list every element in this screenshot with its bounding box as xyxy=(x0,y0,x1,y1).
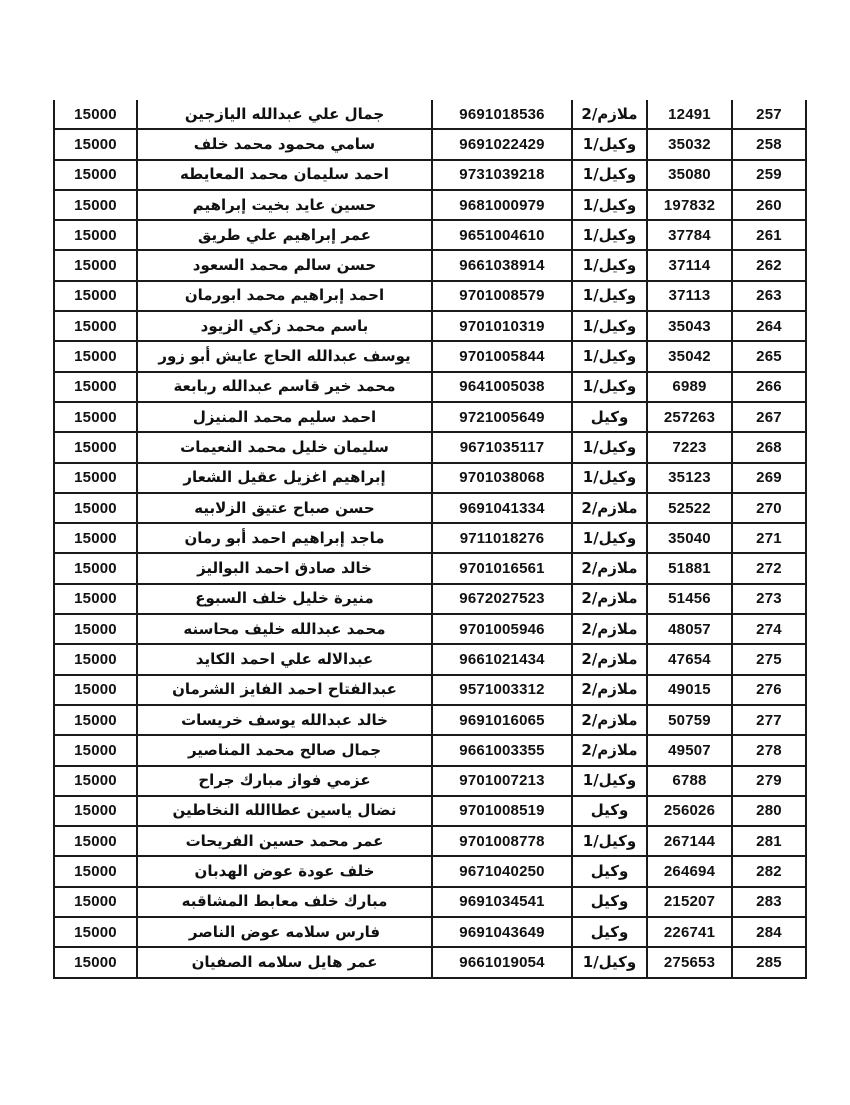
rank-cell: ملازم/2 xyxy=(572,584,647,614)
sequence-number-cell: 270 xyxy=(732,493,806,523)
rank-cell: وكيل xyxy=(572,856,647,886)
amount-cell: 15000 xyxy=(54,705,137,735)
national-id-cell: 9691043649 xyxy=(432,917,572,947)
military-number-cell: 37114 xyxy=(647,250,732,280)
rank-cell: وكيل/1 xyxy=(572,341,647,371)
national-id-cell: 9691022429 xyxy=(432,129,572,159)
name-cell: عمر إبراهيم علي طريق xyxy=(137,220,432,250)
table-row xyxy=(54,917,806,947)
amount-cell: 15000 xyxy=(54,250,137,280)
rank-cell: وكيل/1 xyxy=(572,826,647,856)
national-id-cell: 9701008579 xyxy=(432,281,572,311)
rank-cell: وكيل/1 xyxy=(572,281,647,311)
table-row xyxy=(54,614,806,644)
amount-cell: 15000 xyxy=(54,735,137,765)
name-cell: نضال ياسين عطاالله النخاطين xyxy=(137,796,432,826)
sequence-number-cell: 285 xyxy=(732,947,806,977)
sequence-number-cell: 276 xyxy=(732,675,806,705)
military-number-cell: 52522 xyxy=(647,493,732,523)
military-number-cell: 215207 xyxy=(647,887,732,917)
rank-cell: وكيل/1 xyxy=(572,463,647,493)
national-id-cell: 9731039218 xyxy=(432,160,572,190)
name-cell: فارس سلامه عوض الناصر xyxy=(137,917,432,947)
amount-cell: 15000 xyxy=(54,523,137,553)
roster-table-body xyxy=(54,100,806,978)
national-id-cell: 9691034541 xyxy=(432,887,572,917)
amount-cell: 15000 xyxy=(54,887,137,917)
sequence-number-cell: 266 xyxy=(732,372,806,402)
table-row xyxy=(54,705,806,735)
national-id-cell: 9711018276 xyxy=(432,523,572,553)
amount-cell: 15000 xyxy=(54,129,137,159)
national-id-cell: 9651004610 xyxy=(432,220,572,250)
rank-cell: وكيل/1 xyxy=(572,220,647,250)
national-id-cell: 9691018536 xyxy=(432,100,572,129)
table-row xyxy=(54,523,806,553)
national-id-cell: 9641005038 xyxy=(432,372,572,402)
table-row xyxy=(54,341,806,371)
sequence-number-cell: 257 xyxy=(732,100,806,129)
national-id-cell: 9721005649 xyxy=(432,402,572,432)
military-number-cell: 35040 xyxy=(647,523,732,553)
military-number-cell: 48057 xyxy=(647,614,732,644)
national-id-cell: 9701016561 xyxy=(432,553,572,583)
rank-cell: وكيل xyxy=(572,796,647,826)
rank-cell: وكيل/1 xyxy=(572,766,647,796)
sequence-number-cell: 262 xyxy=(732,250,806,280)
amount-cell: 15000 xyxy=(54,281,137,311)
rank-cell: ملازم/2 xyxy=(572,735,647,765)
military-number-cell: 264694 xyxy=(647,856,732,886)
amount-cell: 15000 xyxy=(54,675,137,705)
name-cell: جمال علي عبدالله اليازجين xyxy=(137,100,432,129)
table-row xyxy=(54,947,806,977)
rank-cell: وكيل/1 xyxy=(572,190,647,220)
military-number-cell: 35043 xyxy=(647,311,732,341)
sequence-number-cell: 275 xyxy=(732,644,806,674)
national-id-cell: 9661019054 xyxy=(432,947,572,977)
table-row xyxy=(54,584,806,614)
amount-cell: 15000 xyxy=(54,796,137,826)
national-id-cell: 9571003312 xyxy=(432,675,572,705)
name-cell: احمد إبراهيم محمد ابورمان xyxy=(137,281,432,311)
national-id-cell: 9701008778 xyxy=(432,826,572,856)
national-id-cell: 9701005946 xyxy=(432,614,572,644)
military-number-cell: 12491 xyxy=(647,100,732,129)
national-id-cell: 9661003355 xyxy=(432,735,572,765)
sequence-number-cell: 273 xyxy=(732,584,806,614)
amount-cell: 15000 xyxy=(54,826,137,856)
table-row xyxy=(54,493,806,523)
amount-cell: 15000 xyxy=(54,614,137,644)
name-cell: حسين عايد بخيت إبراهيم xyxy=(137,190,432,220)
sequence-number-cell: 258 xyxy=(732,129,806,159)
rank-cell: ملازم/2 xyxy=(572,493,647,523)
rank-cell: وكيل xyxy=(572,402,647,432)
military-number-cell: 6788 xyxy=(647,766,732,796)
name-cell: حسن سالم محمد السعود xyxy=(137,250,432,280)
military-number-cell: 51456 xyxy=(647,584,732,614)
name-cell: ماجد إبراهيم احمد أبو رمان xyxy=(137,523,432,553)
military-number-cell: 47654 xyxy=(647,644,732,674)
amount-cell: 15000 xyxy=(54,644,137,674)
table-row xyxy=(54,129,806,159)
sequence-number-cell: 279 xyxy=(732,766,806,796)
military-number-cell: 35032 xyxy=(647,129,732,159)
name-cell: منيرة خليل خلف السبوع xyxy=(137,584,432,614)
military-number-cell: 257263 xyxy=(647,402,732,432)
national-id-cell: 9701005844 xyxy=(432,341,572,371)
sequence-number-cell: 259 xyxy=(732,160,806,190)
amount-cell: 15000 xyxy=(54,856,137,886)
sequence-number-cell: 272 xyxy=(732,553,806,583)
name-cell: عبدالفتاح احمد الفايز الشرمان xyxy=(137,675,432,705)
sequence-number-cell: 277 xyxy=(732,705,806,735)
military-number-cell: 35123 xyxy=(647,463,732,493)
amount-cell: 15000 xyxy=(54,493,137,523)
name-cell: عزمي فواز مبارك جراح xyxy=(137,766,432,796)
military-number-cell: 49507 xyxy=(647,735,732,765)
amount-cell: 15000 xyxy=(54,917,137,947)
amount-cell: 15000 xyxy=(54,463,137,493)
national-id-cell: 9691016065 xyxy=(432,705,572,735)
amount-cell: 15000 xyxy=(54,341,137,371)
name-cell: احمد سليمان محمد المعايطه xyxy=(137,160,432,190)
rank-cell: وكيل/1 xyxy=(572,129,647,159)
rank-cell: ملازم/2 xyxy=(572,644,647,674)
rank-cell: وكيل/1 xyxy=(572,947,647,977)
table-row xyxy=(54,372,806,402)
military-number-cell: 275653 xyxy=(647,947,732,977)
sequence-number-cell: 284 xyxy=(732,917,806,947)
national-id-cell: 9661021434 xyxy=(432,644,572,674)
amount-cell: 15000 xyxy=(54,766,137,796)
amount-cell: 15000 xyxy=(54,402,137,432)
national-id-cell: 9701010319 xyxy=(432,311,572,341)
table-row xyxy=(54,856,806,886)
sequence-number-cell: 271 xyxy=(732,523,806,553)
rank-cell: ملازم/2 xyxy=(572,100,647,129)
military-number-cell: 7223 xyxy=(647,432,732,462)
table-row xyxy=(54,402,806,432)
sequence-number-cell: 265 xyxy=(732,341,806,371)
name-cell: محمد خير قاسم عبدالله ربابعة xyxy=(137,372,432,402)
rank-cell: وكيل xyxy=(572,917,647,947)
amount-cell: 15000 xyxy=(54,190,137,220)
name-cell: خالد صادق احمد البواليز xyxy=(137,553,432,583)
table-row xyxy=(54,826,806,856)
amount-cell: 15000 xyxy=(54,372,137,402)
name-cell: خلف عودة عوض الهدبان xyxy=(137,856,432,886)
sequence-number-cell: 261 xyxy=(732,220,806,250)
name-cell: حسن صباح عتيق الزلابيه xyxy=(137,493,432,523)
sequence-number-cell: 278 xyxy=(732,735,806,765)
amount-cell: 15000 xyxy=(54,432,137,462)
name-cell: خالد عبدالله يوسف خريسات xyxy=(137,705,432,735)
sequence-number-cell: 268 xyxy=(732,432,806,462)
name-cell: جمال صالح محمد المناصير xyxy=(137,735,432,765)
national-id-cell: 9671040250 xyxy=(432,856,572,886)
name-cell: عمر هايل سلامه الصفيان xyxy=(137,947,432,977)
rank-cell: ملازم/2 xyxy=(572,553,647,583)
military-number-cell: 35080 xyxy=(647,160,732,190)
national-id-cell: 9661038914 xyxy=(432,250,572,280)
national-id-cell: 9671035117 xyxy=(432,432,572,462)
rank-cell: وكيل xyxy=(572,887,647,917)
amount-cell: 15000 xyxy=(54,553,137,583)
table-row xyxy=(54,220,806,250)
table-row xyxy=(54,796,806,826)
national-id-cell: 9681000979 xyxy=(432,190,572,220)
military-number-cell: 49015 xyxy=(647,675,732,705)
sequence-number-cell: 267 xyxy=(732,402,806,432)
name-cell: عبدالاله علي احمد الكايد xyxy=(137,644,432,674)
rank-cell: ملازم/2 xyxy=(572,614,647,644)
sequence-number-cell: 263 xyxy=(732,281,806,311)
amount-cell: 15000 xyxy=(54,584,137,614)
table-row xyxy=(54,887,806,917)
name-cell: محمد عبدالله خليف محاسنه xyxy=(137,614,432,644)
name-cell: احمد سليم محمد المنيزل xyxy=(137,402,432,432)
rank-cell: وكيل/1 xyxy=(572,311,647,341)
table-row xyxy=(54,250,806,280)
sequence-number-cell: 264 xyxy=(732,311,806,341)
military-number-cell: 50759 xyxy=(647,705,732,735)
sequence-number-cell: 283 xyxy=(732,887,806,917)
name-cell: سامي محمود محمد خلف xyxy=(137,129,432,159)
military-number-cell: 267144 xyxy=(647,826,732,856)
amount-cell: 15000 xyxy=(54,311,137,341)
table-row xyxy=(54,190,806,220)
sequence-number-cell: 274 xyxy=(732,614,806,644)
military-number-cell: 35042 xyxy=(647,341,732,371)
table-row xyxy=(54,100,806,129)
name-cell: مبارك خلف معابط المشاقبه xyxy=(137,887,432,917)
national-id-cell: 9672027523 xyxy=(432,584,572,614)
military-number-cell: 226741 xyxy=(647,917,732,947)
military-number-cell: 256026 xyxy=(647,796,732,826)
rank-cell: وكيل/1 xyxy=(572,372,647,402)
table-row xyxy=(54,644,806,674)
military-number-cell: 6989 xyxy=(647,372,732,402)
sequence-number-cell: 260 xyxy=(732,190,806,220)
rank-cell: ملازم/2 xyxy=(572,675,647,705)
amount-cell: 15000 xyxy=(54,947,137,977)
national-id-cell: 9701038068 xyxy=(432,463,572,493)
rank-cell: ملازم/2 xyxy=(572,705,647,735)
name-cell: عمر محمد حسين الفريحات xyxy=(137,826,432,856)
amount-cell: 15000 xyxy=(54,100,137,129)
table-row xyxy=(54,432,806,462)
table-row xyxy=(54,311,806,341)
sequence-number-cell: 281 xyxy=(732,826,806,856)
table-row xyxy=(54,735,806,765)
amount-cell: 15000 xyxy=(54,220,137,250)
name-cell: سليمان خليل محمد النعيمات xyxy=(137,432,432,462)
name-cell: باسم محمد زكي الزيود xyxy=(137,311,432,341)
military-number-cell: 197832 xyxy=(647,190,732,220)
rank-cell: وكيل/1 xyxy=(572,523,647,553)
table-row xyxy=(54,160,806,190)
table-row xyxy=(54,766,806,796)
sequence-number-cell: 282 xyxy=(732,856,806,886)
national-id-cell: 9701007213 xyxy=(432,766,572,796)
military-number-cell: 37113 xyxy=(647,281,732,311)
name-cell: يوسف عبدالله الحاج عايش أبو زور xyxy=(137,341,432,371)
military-number-cell: 37784 xyxy=(647,220,732,250)
national-id-cell: 9691041334 xyxy=(432,493,572,523)
military-number-cell: 51881 xyxy=(647,553,732,583)
table-row xyxy=(54,553,806,583)
table-row xyxy=(54,281,806,311)
table-row xyxy=(54,463,806,493)
national-id-cell: 9701008519 xyxy=(432,796,572,826)
name-cell: إبراهيم اغزيل عقيل الشعار xyxy=(137,463,432,493)
sequence-number-cell: 280 xyxy=(732,796,806,826)
table-row xyxy=(54,675,806,705)
rank-cell: وكيل/1 xyxy=(572,160,647,190)
roster-table xyxy=(53,100,807,979)
sequence-number-cell: 269 xyxy=(732,463,806,493)
rank-cell: وكيل/1 xyxy=(572,250,647,280)
amount-cell: 15000 xyxy=(54,160,137,190)
rank-cell: وكيل/1 xyxy=(572,432,647,462)
